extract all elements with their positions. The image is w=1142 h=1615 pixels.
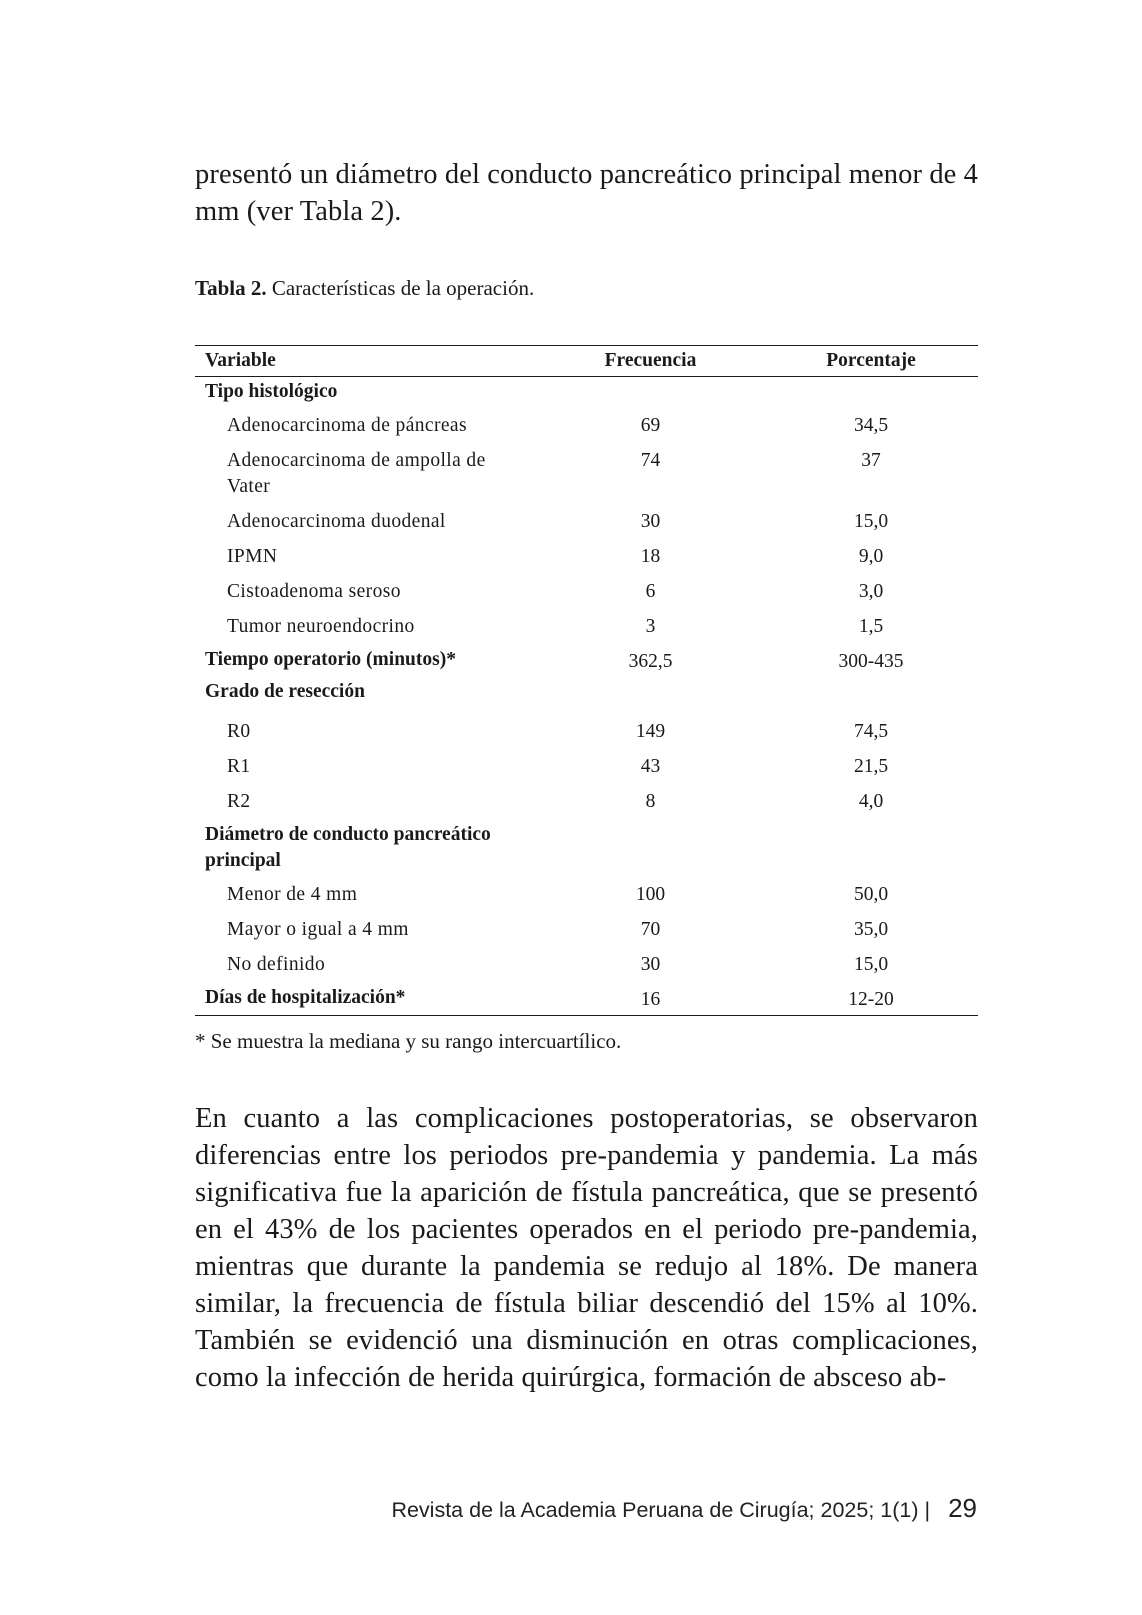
row-porcentaje: 15,0 [853,954,889,975]
row-label: Tumor neuroendocrino [227,616,415,637]
row-porcentaje: 35,0 [853,919,889,940]
table-row [195,575,978,610]
table-header-row [195,346,978,377]
row-porcentaje: 4,0 [858,791,884,812]
row-label: Adenocarcinoma de páncreas [227,415,467,436]
summary-row [195,645,978,677]
table-row [195,913,978,948]
row-porcentaje: 34,5 [853,415,889,436]
section-row [195,820,978,878]
table-row [195,878,978,913]
row-label: Adenocarcinoma de ampolla de Vater [227,450,486,497]
row-porcentaje: 12-20 [764,983,978,1016]
row-porcentaje: 9,0 [858,546,884,567]
row-porcentaje: 1,5 [858,616,884,637]
section-title: Días de hospitalización* [195,983,537,1016]
table-caption-label: Tabla 2. [195,276,267,300]
table-row [195,750,978,785]
table-row [195,948,978,983]
row-porcentaje: 300-435 [838,651,904,672]
row-frecuencia: 30 [640,954,661,975]
section-title: Diámetro de conducto pancreático principal [205,824,491,871]
row-frecuencia: 30 [640,511,661,532]
row-frecuencia: 6 [645,581,656,602]
row-label: R1 [227,756,251,777]
table-footnote: * Se muestra la mediana y su rango intercuartílico. [195,1029,622,1053]
row-frecuencia: 74 [640,450,661,471]
row-label: No definido [227,954,326,975]
section-row [195,677,978,709]
row-label: R2 [227,791,251,812]
header-porcentaje: Porcentaje [764,346,978,377]
page-footer [391,1493,977,1524]
header-frecuencia: Frecuencia [537,346,764,377]
body-paragraph-bottom: En cuanto a las complicaciones postoperatorias, se observaron diferencias entre los periodos pre-pandemia y pandemia. La más significativa fue la aparición de fístula pancreática, que se presentó en el 43% de los pacientes operados en el periodo pre-pandemia, mientras que durante la pandemia se redujo al 18%. De manera similar, la frecuencia de fístula biliar descendió del 15% al 10%. También se evidenció una disminución en otras complicaciones, como la infección de herida quirúrgica, formación de absceso ab- [195,1103,978,1393]
table-row [195,540,978,575]
row-label: Mayor o igual a 4 mm [227,919,409,940]
row-frecuencia: 16 [537,983,764,1016]
row-frecuencia: 70 [640,919,661,940]
operation-characteristics-table [195,345,978,1016]
journal-citation: Revista de la Academia Peruana de Cirugía; 2025; 1(1) | [391,1498,931,1522]
table-row [195,709,978,750]
summary-row [195,983,978,1016]
empty-cell [537,820,764,878]
table-caption [195,274,534,302]
row-porcentaje: 21,5 [853,756,889,777]
table-row [195,409,978,444]
row-frecuencia: 362,5 [628,651,673,672]
table-row [195,505,978,540]
body-paragraph-top: presentó un diámetro del conducto pancreático principal menor de 4 mm (ver Tabla 2). [195,159,978,227]
row-porcentaje: 74,5 [853,721,889,742]
section-title: Tiempo operatorio (minutos)* [205,649,456,670]
row-porcentaje: 37 [861,450,881,471]
row-frecuencia: 18 [640,546,661,567]
row-frecuencia: 100 [635,884,666,905]
row-label: R0 [227,721,251,742]
row-frecuencia: 8 [645,791,656,812]
row-label: Adenocarcinoma duodenal [227,511,446,532]
section-row [195,377,978,410]
empty-cell [764,820,978,878]
section-title: Tipo histológico [205,381,338,402]
row-porcentaje: 50,0 [853,884,889,905]
row-frecuencia: 69 [640,415,661,436]
row-frecuencia: 149 [635,721,666,742]
row-label: IPMN [227,546,278,567]
table-row [195,785,978,820]
row-porcentaje: 15,0 [853,511,889,532]
page-number: 29 [948,1493,977,1523]
row-porcentaje: 3,0 [858,581,884,602]
row-frecuencia: 43 [640,756,661,777]
section-title: Grado de resección [205,681,365,702]
table-row [195,444,978,505]
table-row [195,610,978,645]
table-caption-text: Características de la operación. [266,276,535,300]
row-frecuencia: 3 [645,616,656,637]
row-label: Menor de 4 mm [227,884,358,905]
header-variable: Variable [195,346,537,377]
row-label: Cistoadenoma seroso [227,581,401,602]
